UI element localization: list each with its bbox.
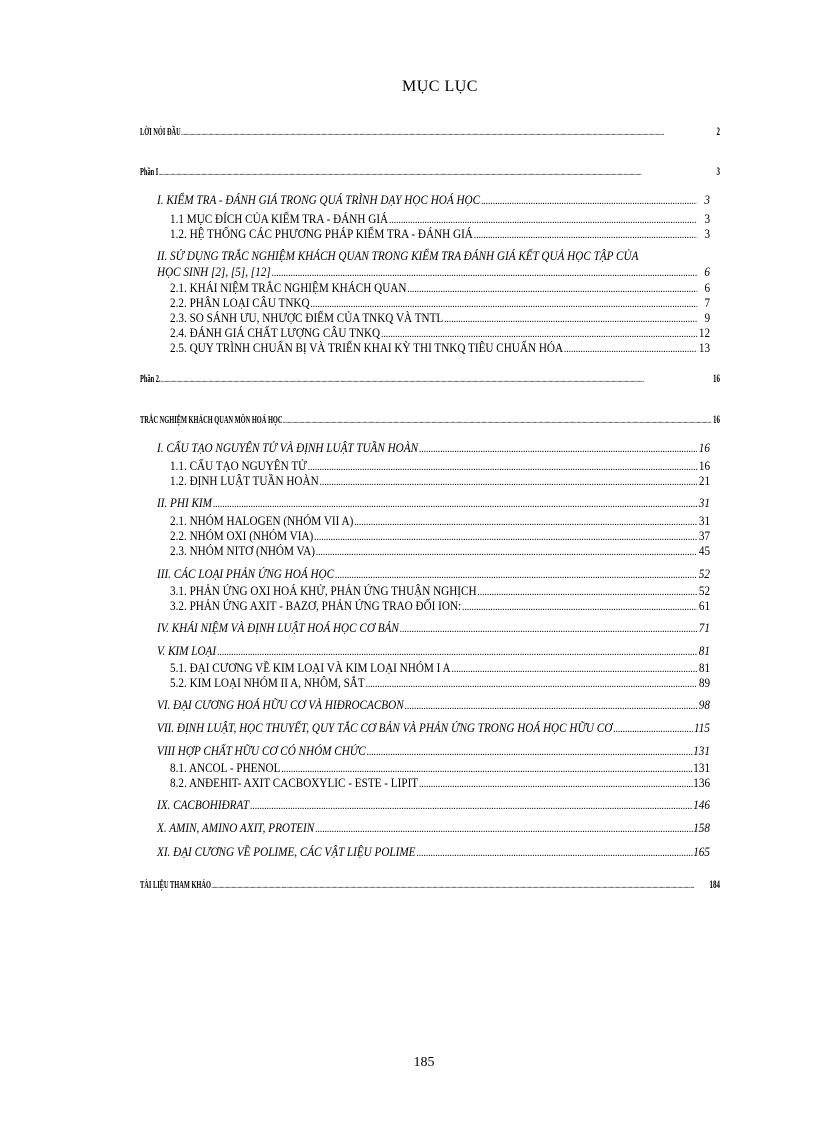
toc-entry-page: 45: [698, 543, 711, 558]
toc-entry-label: 1.1 MỤC ĐÍCH CỦA KIỂM TRA - ĐÁNH GIÁ: [170, 211, 389, 226]
toc-entry-page: 3: [716, 164, 720, 178]
toc-p2-section-2[interactable]: [157, 496, 710, 510]
toc-entry-label: Phần 2.: [140, 373, 161, 385]
toc-p2-section-11[interactable]: [157, 845, 710, 859]
toc-entry-page: 3: [704, 192, 710, 207]
toc-entry-label: 3.1. PHẢN ỨNG OXI HOÁ KHỬ, PHẢN ỨNG THUẬN NGHỊCH: [170, 583, 477, 598]
toc-subsection-2-4[interactable]: [170, 326, 710, 340]
toc-entry-label: 2.3. NHÓM NITƠ (NHÓM VA): [170, 543, 315, 558]
toc-entry-label: I. CẤU TẠO NGUYÊN TỬ VÀ ĐỊNH LUẬT TUẦN HOÀN: [157, 440, 419, 455]
toc-entry-label: 3.2. PHẢN ỨNG AXIT - BAZƠ, PHẢN ỨNG TRAO ĐỔI ION:: [170, 598, 462, 613]
toc-entry-label: 2.5. QUY TRÌNH CHUẨN BỊ VÀ TRIỂN KHAI KỲ THI TNKQ TIÊU CHUẨN HÓA: [170, 340, 564, 355]
toc-entry-page: 13: [698, 340, 711, 355]
toc-entry-page: 184: [709, 877, 720, 891]
toc-entry-page: 31: [698, 513, 711, 528]
toc-entry-label: TRẮC NGHIỆM KHÁCH QUAN MÔN HOÁ HỌC: [140, 414, 283, 426]
toc-entry-page: 3: [704, 211, 711, 226]
toc-p2-subsection-1-1[interactable]: [170, 459, 710, 473]
toc-p2-subsection-2-2[interactable]: [170, 529, 710, 543]
toc-entry-page: 31: [698, 495, 710, 510]
toc-p2-subsection-3-2[interactable]: [170, 599, 710, 613]
toc-p2-section-10[interactable]: [157, 821, 710, 835]
page-title: MỤC LỤC: [402, 78, 478, 95]
toc-entry-label: 2.2. NHÓM OXI (NHÓM VIA): [170, 528, 314, 543]
toc-subsection-1-1[interactable]: [170, 212, 710, 226]
toc-p2-section-7[interactable]: [157, 721, 710, 735]
toc-p2-subsection-8-2[interactable]: [170, 776, 710, 790]
toc-entry-label: 1.2. ĐỊNH LUẬT TUẦN HOÀN: [170, 473, 319, 488]
toc-entry-page: 131: [693, 760, 711, 775]
toc-entry-label: LỜI NÓI ĐẦU: [140, 126, 181, 138]
toc-entry-label: 2.1. NHÓM HALOGEN (NHÓM VII A): [170, 513, 354, 528]
toc-entry-page: 81: [698, 660, 711, 675]
toc-p2-subsection-2-1[interactable]: [170, 514, 710, 528]
toc-entry-page: 131: [693, 743, 710, 758]
toc-entry-loi-noi-dau[interactable]: [140, 124, 720, 138]
toc-entry-label: HỌC SINH [2], [5], [12]: [157, 264, 271, 279]
page-number: 185: [413, 1055, 435, 1070]
toc-subsection-2-1[interactable]: [170, 281, 710, 295]
toc-entry-label: IX. CACBOHIĐRAT: [157, 797, 250, 812]
toc-entry-page: 158: [693, 820, 710, 835]
toc-entry-page: 9: [704, 310, 711, 325]
toc-entry-page: 52: [698, 566, 710, 581]
toc-entry-label: 2.2. PHÂN LOẠI CÂU TNKQ: [170, 295, 310, 310]
toc-entry-label: 2.3. SO SÁNH ƯU, NHƯỢC ĐIỂM CỦA TNKQ VÀ TNTL: [170, 310, 444, 325]
toc-entry-page: 6: [704, 264, 710, 279]
toc-entry-page: 115: [694, 720, 710, 735]
toc-entry-label: 5.1. ĐẠI CƯƠNG VỀ KIM LOẠI VÀ KIM LOẠI NHÓM I A: [170, 660, 451, 675]
toc-entry-label: II. PHI KIM: [157, 495, 212, 510]
toc-entry-label: V. KIM LOẠI: [157, 643, 217, 658]
toc-entry-label: I. KIỂM TRA - ĐÁNH GIÁ TRONG QUÁ TRÌNH DẠY HỌC HOÁ HỌC: [157, 192, 481, 207]
toc-entry-label: 2.4. ĐÁNH GIÁ CHẤT LƯỢNG CÂU TNKQ: [170, 325, 381, 340]
toc-entry-label: X. AMIN, AMINO AXIT, PROTEIN: [157, 820, 315, 835]
toc-entry-page: 61: [698, 598, 711, 613]
toc-entry-page: 16: [698, 440, 710, 455]
toc-entry-label: TÀI LIỆU THAM KHẢO: [140, 879, 211, 891]
toc-p2-section-3[interactable]: [157, 567, 710, 581]
toc-entry-phan-2[interactable]: [140, 371, 720, 385]
toc-entry-page: 71: [698, 620, 710, 635]
toc-p2-subsection-1-2[interactable]: [170, 474, 710, 488]
toc-entry-page: 165: [693, 844, 710, 859]
toc-entry-page: 52: [698, 583, 711, 598]
toc-entry-phan-1[interactable]: [140, 164, 720, 178]
toc-entry-label: VII. ĐỊNH LUẬT, HỌC THUYẾT, QUY TẮC CƠ BẢN VÀ PHẢN ỨNG TRONG HOÁ HỌC HỮU CƠ: [157, 720, 613, 735]
toc-subsection-2-5[interactable]: [170, 341, 710, 355]
toc-p2-subsection-3-1[interactable]: [170, 584, 710, 598]
toc-entry-label: Phần I: [140, 166, 159, 178]
toc-p2-subsection-5-1[interactable]: [170, 661, 710, 675]
toc-entry-page: 89: [698, 675, 711, 690]
toc-entry-label: 8.1. ANCOL - PHENOL: [170, 760, 281, 775]
toc-entry-page: 146: [693, 797, 710, 812]
toc-entry-page: 6: [704, 280, 711, 295]
toc-entry-label: 1.1. CẤU TẠO NGUYÊN TỬ: [170, 458, 307, 473]
toc-entry-label: VI. ĐẠI CƯƠNG HOÁ HỮU CƠ VÀ HIĐROCACBON: [157, 697, 404, 712]
toc-entry-label: 5.2. KIM LOẠI NHÓM II A, NHÔM, SẮT: [170, 675, 365, 690]
toc-entry-page: 37: [698, 528, 711, 543]
toc-subsection-1-2[interactable]: [170, 227, 710, 241]
toc-entry-page: 16: [713, 412, 720, 426]
toc-entry-label: 1.2. HỆ THỐNG CÁC PHƯƠNG PHÁP KIỂM TRA - ĐÁNH GIÁ: [170, 226, 473, 241]
toc-subsection-2-2[interactable]: [170, 296, 710, 310]
toc-entry-page: 21: [698, 473, 711, 488]
toc-entry-page: 136: [693, 775, 711, 790]
toc-entry-page: 2: [716, 124, 720, 138]
toc-entry-label: IV. KHÁI NIỆM VÀ ĐỊNH LUẬT HOÁ HỌC CƠ BẢN: [157, 620, 399, 635]
toc-entry-page: 12: [698, 325, 711, 340]
toc-entry-label: III. CÁC LOẠI PHẢN ỨNG HOÁ HỌC: [157, 566, 335, 581]
toc-entry-label: VIII HỢP CHẤT HỮU CƠ CÓ NHÓM CHỨC: [157, 743, 366, 758]
toc-p2-section-8[interactable]: [157, 744, 710, 758]
toc-entry-tai-lieu-tham-khao[interactable]: [140, 877, 720, 891]
toc-section-2-line1[interactable]: [157, 249, 710, 263]
toc-entry-label: 2.1. KHÁI NIỆM TRẮC NGHIỆM KHÁCH QUAN: [170, 280, 407, 295]
toc-p2-section-6[interactable]: [157, 698, 710, 712]
toc-entry-page: 98: [698, 697, 710, 712]
toc-p2-section-5[interactable]: [157, 644, 710, 658]
toc-entry-label: XI. ĐẠI CƯƠNG VỀ POLIME, CÁC VẬT LIỆU POLIME: [157, 844, 416, 859]
toc-p2-subsection-2-3[interactable]: [170, 544, 710, 558]
toc-p2-subsection-5-2[interactable]: [170, 676, 710, 690]
toc-p2-section-1[interactable]: [157, 441, 710, 455]
toc-section-2[interactable]: [157, 265, 710, 279]
toc-p2-section-4[interactable]: [157, 621, 710, 635]
toc-entry-page: 16: [698, 458, 711, 473]
toc-entry-page: 3: [704, 226, 711, 241]
toc-entry-page: 7: [704, 295, 711, 310]
toc-entry-page: 16: [713, 371, 720, 385]
toc-section-1[interactable]: [157, 193, 710, 207]
toc-p2-subsection-8-1[interactable]: [170, 761, 710, 775]
toc-p2-section-9[interactable]: [157, 798, 710, 812]
toc-entry-label: 8.2. ANĐEHIT- AXIT CACBOXYLIC - ESTE - LIPIT: [170, 775, 419, 790]
toc-subsection-2-3[interactable]: [170, 311, 710, 325]
toc-entry-page: 81: [698, 643, 710, 658]
toc-entry-tnkq-mon-hoa[interactable]: [140, 412, 720, 426]
toc-entry-label: II. SỬ DỤNG TRẮC NGHIỆM KHÁCH QUAN TRONG KIỂM TRA ĐÁNH GIÁ KẾT QUẢ HỌC TẬP CỦA: [157, 248, 639, 263]
